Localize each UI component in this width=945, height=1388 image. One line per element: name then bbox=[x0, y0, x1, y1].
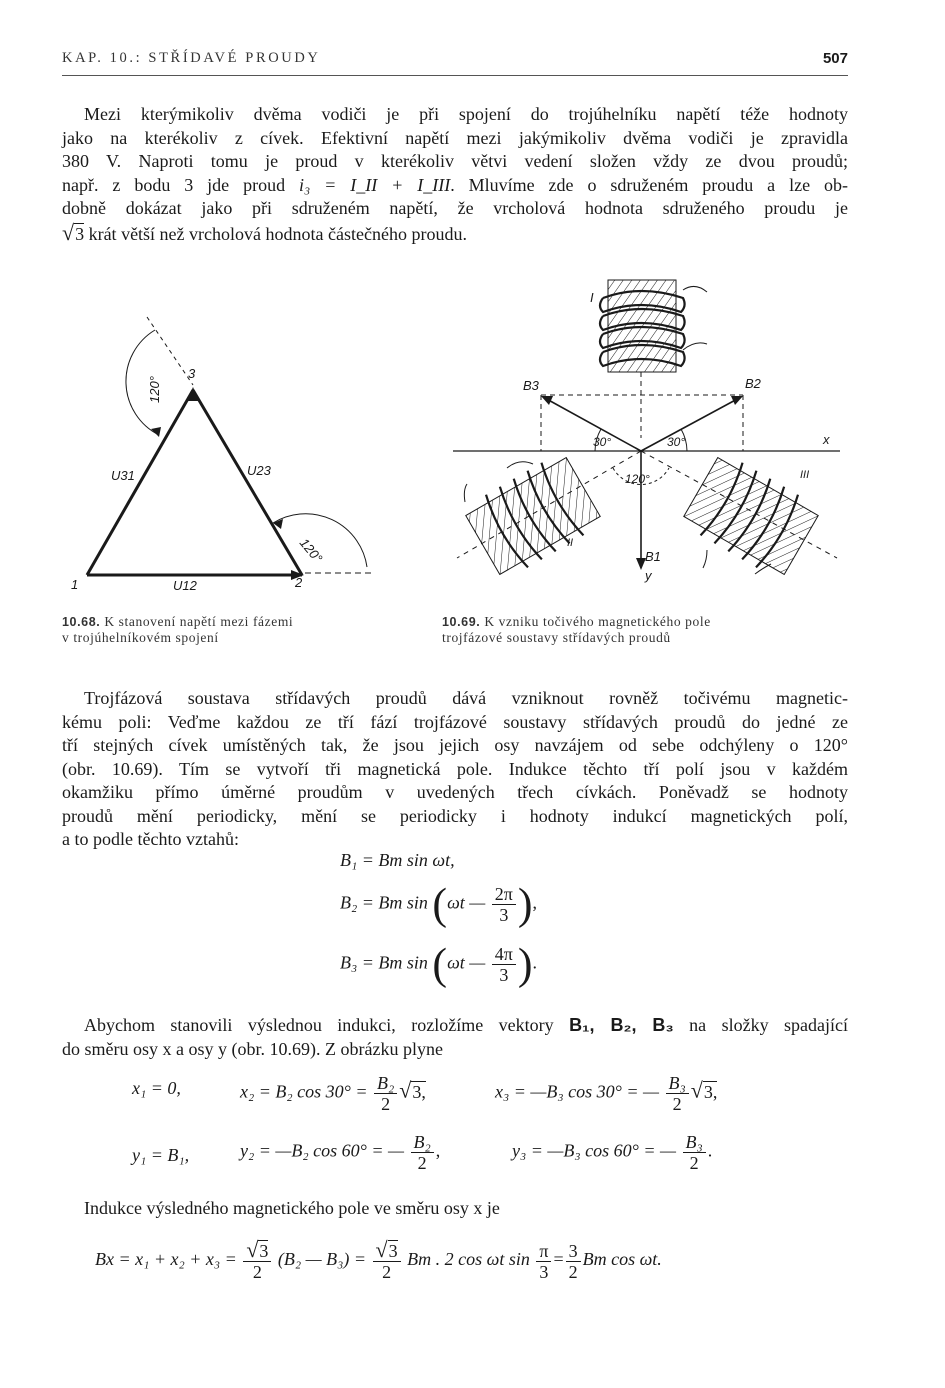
equation-text: y₂ = —B₂ cos 60° = — bbox=[240, 1140, 404, 1161]
equation-text: . bbox=[532, 952, 538, 973]
paragraph-line: proudů mění periodicky, mění se periodicky i hodnoty indukcí magnetických polí, bbox=[62, 805, 848, 826]
text-run: krát větší než vrcholová hodnota částečného proudu. bbox=[88, 223, 467, 244]
paragraph-line: Trojfázová soustava střídavých proudů dává vzniknout rovněž točivému magnetic- bbox=[84, 688, 848, 708]
equation-b3 bbox=[340, 939, 538, 989]
sqrt-argument: 3, bbox=[412, 1081, 426, 1102]
paragraph-line: okamžiku přímo úměrné proudům v uvedených třech cívkách. Poněvadž se hodnoty bbox=[62, 782, 848, 802]
coil-i-lead bbox=[683, 286, 707, 292]
numerator: π bbox=[536, 1241, 551, 1262]
label-u31: U31 bbox=[111, 468, 135, 483]
denominator: 2 bbox=[417, 1153, 427, 1173]
equation-y2 bbox=[240, 1132, 440, 1173]
numerator: 3 bbox=[566, 1241, 581, 1262]
label-u12: U12 bbox=[173, 578, 197, 593]
sqrt-symbol: √ bbox=[62, 219, 75, 245]
numerator: B₃ bbox=[683, 1132, 706, 1153]
equation-y1 bbox=[132, 1145, 189, 1166]
page-number: 507 bbox=[822, 50, 848, 67]
sqrt-symbol: √ bbox=[399, 1077, 412, 1103]
side-u31 bbox=[87, 390, 193, 575]
label-coil-i: I bbox=[590, 290, 594, 305]
label-angle-top: 120° bbox=[147, 376, 162, 403]
equation-text: = bbox=[553, 1249, 564, 1270]
extension-line bbox=[147, 317, 193, 385]
paragraph-1 bbox=[62, 103, 848, 246]
label-coil-ii: II bbox=[567, 537, 574, 549]
numerator: 4π bbox=[492, 944, 516, 965]
running-head: KAP. 10.: STŘÍDAVÉ PROUDY bbox=[62, 50, 321, 66]
arrow-head bbox=[731, 396, 743, 405]
text-run: . Mluvíme zde o sdruženém proudu a lze ob- bbox=[450, 174, 848, 195]
paren-open: ( bbox=[432, 879, 448, 929]
caption-text: K vzniku točivého magnetického pole bbox=[484, 614, 711, 629]
equation-text: B₃ = Bm sin bbox=[340, 952, 428, 973]
equation-text: y₁ = B₁, bbox=[132, 1145, 190, 1165]
numerator: B₃ bbox=[666, 1073, 689, 1094]
equation-text: B₂ = Bm sin bbox=[340, 892, 428, 913]
equation-text: , bbox=[532, 892, 538, 913]
sqrt-symbol: √ bbox=[375, 1237, 388, 1262]
fraction bbox=[566, 1241, 581, 1282]
sqrt-symbol: √ bbox=[246, 1237, 259, 1262]
label-y: y bbox=[645, 568, 652, 583]
side-u23 bbox=[193, 390, 302, 575]
arrow-head bbox=[187, 387, 199, 401]
sqrt-argument: 3, bbox=[703, 1081, 718, 1102]
equation-text: x₂ = B₂ cos 30° = bbox=[240, 1081, 368, 1102]
text-run: Abychom stanovili výslednou indukci, rozložíme vektory bbox=[84, 1015, 570, 1035]
label-coil-iii: III bbox=[800, 469, 810, 481]
denominator: 2 bbox=[382, 1262, 392, 1282]
label-x: x bbox=[823, 432, 830, 447]
paragraph-2 bbox=[62, 687, 848, 852]
text-run: např. z bodu 3 jde proud bbox=[62, 174, 299, 195]
equation-bx bbox=[95, 1237, 662, 1282]
current-equation: i₃ = I_II + I_III bbox=[299, 174, 451, 195]
vector-b2 bbox=[641, 397, 741, 451]
label-b1: B1 bbox=[645, 549, 661, 564]
fraction bbox=[492, 944, 516, 985]
coil-ii-lead bbox=[507, 462, 533, 468]
header-rule bbox=[62, 75, 848, 76]
label-vertex-2: 2 bbox=[295, 575, 303, 590]
fraction bbox=[411, 1132, 434, 1173]
figure-coils bbox=[445, 278, 850, 598]
label-angle-left: 30° bbox=[593, 435, 612, 449]
label-vertex-3: 3 bbox=[188, 366, 196, 381]
paren-open: ( bbox=[432, 939, 448, 989]
label-vertex-1: 1 bbox=[71, 577, 79, 592]
paragraph-4 bbox=[62, 1197, 848, 1221]
denominator: 2 bbox=[689, 1153, 699, 1173]
caption-line bbox=[442, 614, 711, 630]
numerator: 2π bbox=[492, 884, 516, 905]
equation-b1 bbox=[340, 850, 455, 871]
equation-text: Bx = x₁ + x₂ + x₃ = bbox=[95, 1249, 237, 1270]
coil-ii bbox=[462, 451, 604, 582]
paragraph-line: 380 V. Naproti tomu je proud v kterékoliv větvi vedení složen vždy ze dvou proudů; bbox=[62, 151, 848, 171]
label-b2: B2 bbox=[745, 376, 761, 391]
numerator: B₂ bbox=[411, 1132, 434, 1153]
equation-text: Bm . 2 cos ωt sin bbox=[407, 1249, 530, 1270]
paragraph-line: kému poli: Veďme každou ze tří fází trojfázové soustavy střídavých proudů do jedné ze bbox=[62, 711, 848, 732]
coil-i-lead bbox=[683, 343, 707, 350]
equation-text: (B₂ — B₃) = bbox=[277, 1249, 367, 1270]
equation-text: B₁ = Bm sin ωt, bbox=[340, 850, 455, 870]
fraction bbox=[243, 1237, 271, 1282]
paragraph-line: Mezi kterýmikoliv dvěma vodiči je při spojení do trojúhelníku napětí téže hodnoty bbox=[84, 104, 848, 124]
sqrt-argument: 3 bbox=[388, 1241, 398, 1261]
paragraph-line: do směru osy x a osy y (obr. 10.69). Z obrázku plyne bbox=[62, 1038, 443, 1059]
paragraph-line bbox=[62, 221, 848, 247]
vector-symbols: B₁, B₂, B₃ bbox=[569, 1015, 674, 1035]
equation-x3 bbox=[495, 1073, 717, 1114]
paragraph-line: (obr. 10.69). Tím se vytvoří tři magnetická pole. Indukce těchto tří polí jsou v každém bbox=[62, 758, 848, 779]
fraction bbox=[666, 1073, 689, 1114]
numerator bbox=[243, 1237, 271, 1262]
coil-iii-lead bbox=[703, 550, 707, 568]
equation-y3 bbox=[512, 1132, 712, 1173]
page-header bbox=[62, 50, 848, 72]
fraction bbox=[683, 1132, 706, 1173]
equation-text: ωt — bbox=[447, 952, 486, 973]
paragraph-line: Indukce výsledného magnetického pole ve směru osy x je bbox=[84, 1198, 500, 1218]
paragraph-line bbox=[62, 1014, 848, 1038]
equation-text: x₁ = 0, bbox=[132, 1078, 181, 1098]
label-angle-right: 120° bbox=[296, 535, 326, 566]
paragraph-line bbox=[62, 174, 848, 198]
equation-x1 bbox=[132, 1078, 181, 1099]
paragraph-3 bbox=[62, 1014, 848, 1061]
paragraph-line: dobně dokázat jako při sdruženém napětí, že vrcholová hodnota sdruženého proudu je bbox=[62, 198, 848, 218]
denominator: 2 bbox=[381, 1094, 391, 1114]
caption-number: 10.68. bbox=[62, 615, 101, 629]
caption-line bbox=[62, 614, 293, 630]
denominator: 2 bbox=[672, 1094, 682, 1114]
text-run: na složky spadající bbox=[673, 1015, 848, 1035]
paragraph-line: tří stejných cívek umístěných tak, že jsou jejich osy navzájem od sebe odchýleny o 120° bbox=[62, 735, 848, 755]
sqrt-symbol: √ bbox=[690, 1077, 703, 1103]
denominator: 2 bbox=[568, 1261, 578, 1282]
coil-ii-lead bbox=[464, 484, 467, 502]
equation-text: . bbox=[707, 1140, 713, 1161]
caption-text: K stanovení napětí mezi fázemi bbox=[104, 614, 294, 629]
paren-close: ) bbox=[517, 939, 533, 989]
equation-text: , bbox=[435, 1140, 441, 1161]
caption-line: v trojúhelníkovém spojení bbox=[62, 630, 219, 645]
arrow-head bbox=[151, 427, 161, 437]
equation-text: x₃ = —B₃ cos 30° = — bbox=[495, 1081, 659, 1102]
caption-10-68 bbox=[62, 614, 293, 646]
label-angle-bottom: 120° bbox=[625, 472, 650, 486]
numerator: B₂ bbox=[374, 1073, 397, 1094]
sqrt-argument: 3 bbox=[259, 1241, 269, 1261]
caption-number: 10.69. bbox=[442, 615, 481, 629]
arrow-head bbox=[541, 396, 553, 405]
fraction bbox=[536, 1241, 551, 1282]
paragraph-line: a to podle těchto vztahů: bbox=[62, 829, 239, 849]
label-angle-right: 30° bbox=[667, 435, 686, 449]
denominator: 3 bbox=[539, 1261, 549, 1282]
label-u23: U23 bbox=[247, 463, 271, 478]
equation-b2 bbox=[340, 879, 538, 929]
denominator: 3 bbox=[499, 905, 509, 925]
sqrt-argument: 3 bbox=[75, 223, 85, 244]
equation-text: y₃ = —B₃ cos 60° = — bbox=[512, 1140, 676, 1161]
fraction bbox=[373, 1237, 401, 1282]
paragraph-line: jako na kterékoliv z cívek. Efektivní napětí mezi jakýmikoliv dvěma vodiči je zpravidla bbox=[62, 127, 848, 148]
equation-x2 bbox=[240, 1073, 426, 1114]
caption-line: trojfázové soustavy střídavých proudů bbox=[442, 630, 671, 645]
label-b3: B3 bbox=[523, 378, 539, 393]
denominator: 3 bbox=[499, 965, 509, 985]
fraction bbox=[374, 1073, 397, 1114]
equation-text: ωt — bbox=[447, 892, 486, 913]
figure-triangle bbox=[55, 305, 385, 595]
equation-text: Bm cos ωt. bbox=[582, 1249, 662, 1270]
vector-b3 bbox=[543, 397, 641, 451]
denominator: 2 bbox=[252, 1262, 262, 1282]
paren-close: ) bbox=[517, 879, 533, 929]
caption-10-69 bbox=[442, 614, 711, 646]
numerator bbox=[373, 1237, 401, 1262]
fraction bbox=[492, 884, 516, 925]
